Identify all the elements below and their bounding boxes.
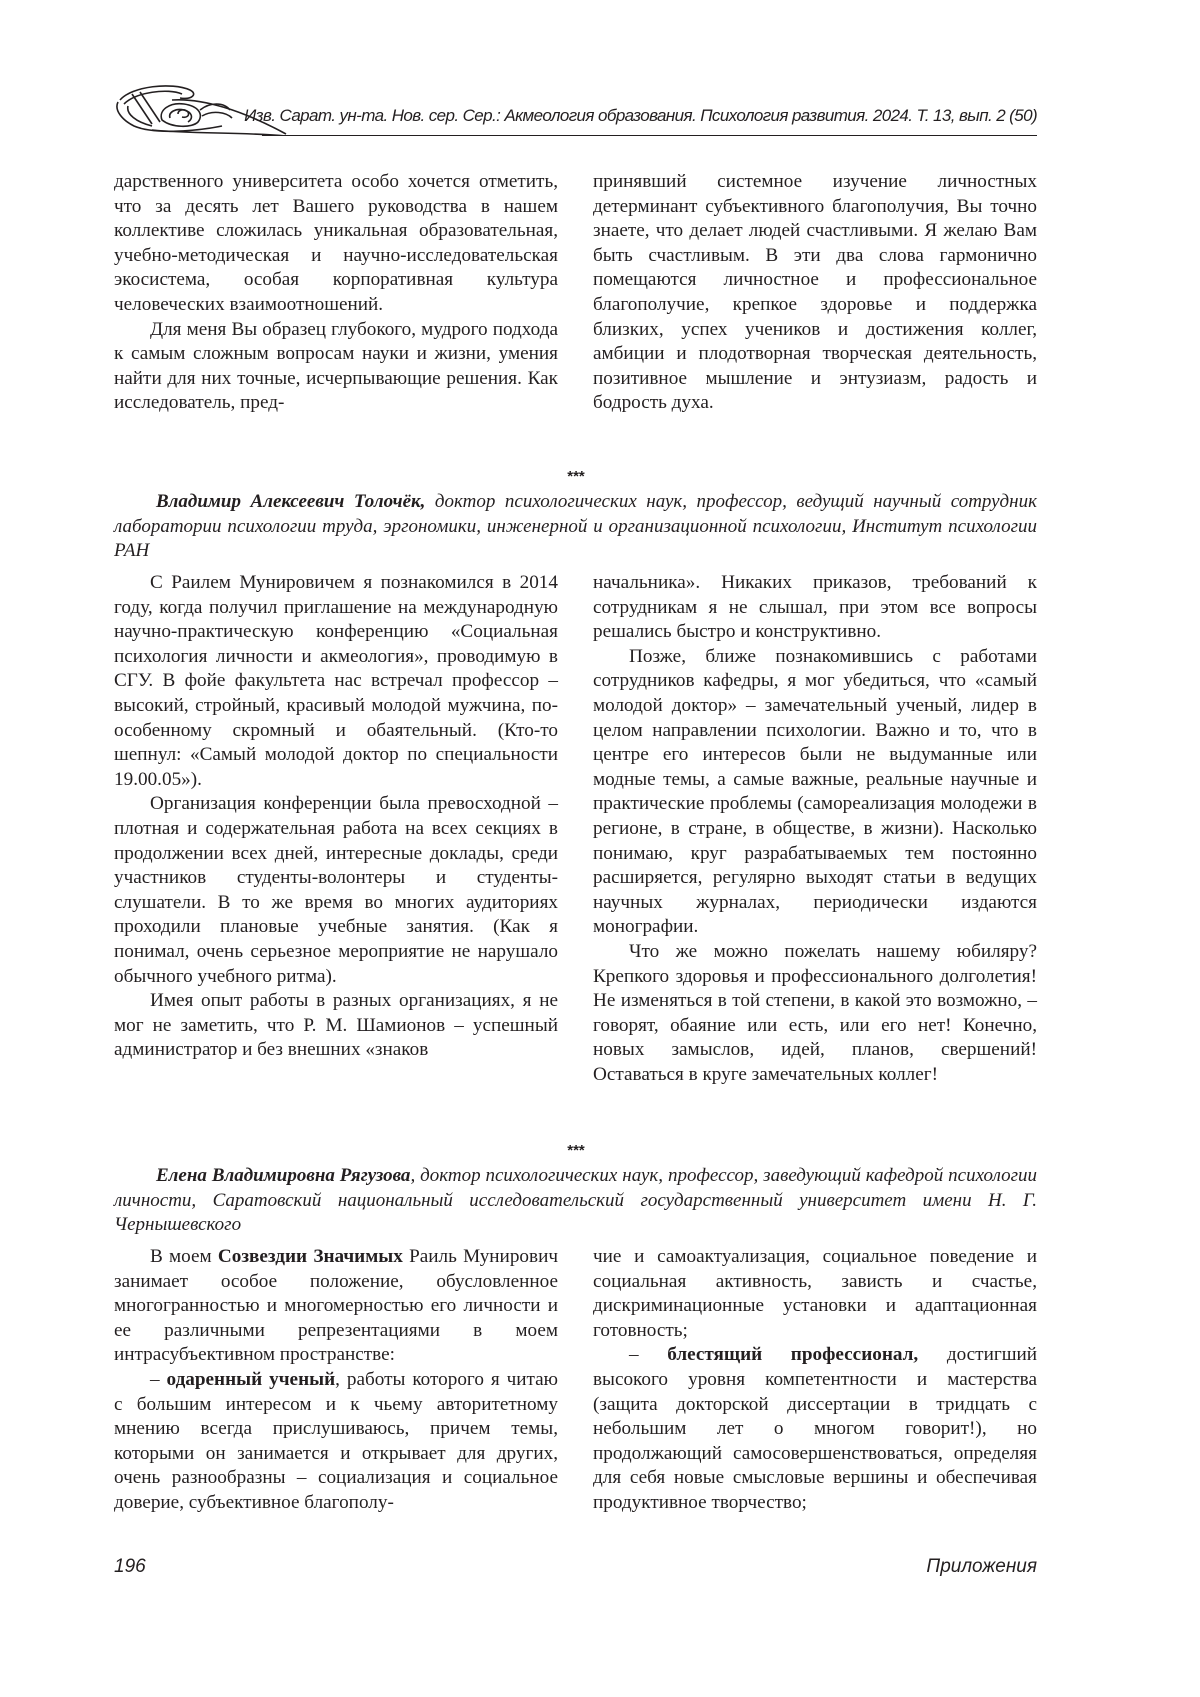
author-byline xyxy=(114,490,1037,564)
section3-right-column xyxy=(593,1245,1037,1516)
list-item xyxy=(593,1343,1037,1515)
paragraph: Позже, ближе познакомившись с работами сотрудников кафедры, я мог убедиться, что «самый молодой доктор» – замечательный ученый, лидер в целом направлении психологии. Важно и то, что в центре его интересов были не выдуманные или модные темы, а самые важные, реальные научные и практические проблемы (самореализация молодежи в регионе, в стране, в обществе, в жизни). Насколько понимаю, круг разрабатываемых тем постоянно расширяется, регулярно выходят статьи в ведущих научных журналах, периодически издаются монографии. xyxy=(593,645,1037,938)
section1-left-column xyxy=(114,170,558,416)
text-run: достигший высокого уровня компетентности и мастерства (защита докторской диссертации в тридцать с небольшим лет о многом говорит!), но продолжающий самосовершенствоваться, определяя для себя новые смысловые вершины и обеспечивая продуктивное творчество; xyxy=(593,1344,1038,1513)
emphasis-term: блестящий профессионал, xyxy=(667,1344,919,1366)
header-rule xyxy=(262,135,1037,136)
list-item xyxy=(114,1368,558,1516)
emphasis-term: Созвездии Значимых xyxy=(217,1246,403,1267)
paragraph: Для меня Вы образец глубокого, мудрого подхода к самым сложным вопросам науки и жизни, умения найти для них точные, исчерпывающие решения. Как исследователь, пред- xyxy=(114,318,558,414)
paragraph: начальника». Никаких приказов, требований к сотрудникам я не слышал, при этом все вопросы решались быстро и конструктивно. xyxy=(593,572,1037,643)
emphasis-term: одаренный ученый xyxy=(166,1368,336,1390)
paragraph: Организация конференции была превосходной – плотная и содержательная работа на всех секциях в продолжении всех дней, интересные доклады, среди участников студенты-волонтеры и студенты-слушатели. В то же время во многих аудиториях проходили плановые учебные занятия. (Как я понимал, очень серьезное мероприятие не нарушало обычного учебного ритма). xyxy=(114,793,558,987)
paragraph xyxy=(114,1245,558,1368)
section-separator: *** xyxy=(567,468,585,485)
running-header xyxy=(112,80,1037,140)
paragraph: чие и самоактуализация, социальное поведение и социальная активность, зависть и счастье, дискриминационные установки и адаптационная готовность; xyxy=(593,1246,1037,1341)
paragraph: С Раилем Мунировичем я познакомился в 2014 году, когда получил приглашение на международную научно-практическую конференцию «Социальная психология личности и акмеология», проводимую в СГУ. В фойе факультета нас встречал профессор – высокий, стройный, красивый молодой мужчина, по-особенному скромный и обаятельный. (Кто-то шепнул: «Самый молодой доктор по специальности 19.00.05»). xyxy=(114,572,558,790)
text-run: Раиль Мунирович занимает особое положение, обусловленное многогранностью и многомерностью его личности и ее различными репрезентациями в моем интрасубъективном пространстве: xyxy=(114,1246,558,1366)
paragraph: Имея опыт работы в разных организациях, я не мог не заметить, что Р. М. Шамионов – успешный администратор и без внешних «знаков xyxy=(114,990,558,1061)
section-name: Приложения xyxy=(926,1556,1037,1577)
author-name: Елена Владимировна Рягузова xyxy=(156,1165,411,1186)
author-name: Владимир Алексеевич Толочёк, xyxy=(156,491,426,512)
paragraph: дарственного университета особо хочется отметить, что за десять лет Вашего руководства в нашем коллективе сложилась уникальная образовательная, учебно-методическая и научно-исследовательская экосистема, особая корпоративная культура человеческих взаимоотношений. xyxy=(114,171,558,315)
section2-left-column xyxy=(114,571,558,1063)
section2-right-column xyxy=(593,571,1037,1087)
paragraph: принявший системное изучение личностных детерминант субъективного благополучия, Вы точно знаете, что делает людей счастливыми. Я желаю Вам быть счастливым. В эти два слова гармонично помещаются личностное и профессиональное благополучие, крепкое здоровье и поддержка близких, успех учеников и достижения коллег, амбиции и плодотворная творческая деятельность, позитивное мышление и энтузиазм, радость и бодрость духа. xyxy=(593,171,1037,414)
dash: – xyxy=(629,1344,668,1366)
paragraph: Что же можно пожелать нашему юбиляру? Крепкого здоровья и профессионального долголетия! Не изменяться в той степени, в какой это возможно, – говорят, обаяние или есть, или его нет! Конечно, новых замыслов, идей, планов, свершений! Оставаться в круге замечательных коллег! xyxy=(593,940,1037,1085)
section1-right-column xyxy=(593,170,1037,416)
journal-title: Изв. Сарат. ун-та. Нов. сер. Сер.: Акмеология образования. Психология развития. 2024. Т. 13, вып. 2 (50) xyxy=(244,106,1037,125)
author-affiliation: доктор психологических наук, профессор, ведущий научный сотрудник лаборатории психологии труда, эргономики, инженерной и организационной психологии, Институт психологии РАН xyxy=(114,491,1037,561)
dash: – xyxy=(150,1368,167,1390)
page-number: 196 xyxy=(114,1556,146,1577)
author-affiliation: , доктор психологических наук, профессор, заведующий кафедрой психологии личности, Саратовский национальный исследовательский государственный университет имени Н. Г. Чернышевского xyxy=(114,1165,1037,1235)
section-separator: *** xyxy=(567,1142,585,1159)
text-run: , работы которого я читаю с большим интересом и к чьему авторитетному мнению всегда прислушиваюсь, причем темы, которыми он занимается и открывает для других, очень разнообразны – социализация и социальное доверие, субъективное благополу- xyxy=(114,1368,558,1513)
text-run: В моем xyxy=(150,1246,218,1267)
author-byline xyxy=(114,1164,1037,1238)
section3-left-column xyxy=(114,1245,558,1516)
